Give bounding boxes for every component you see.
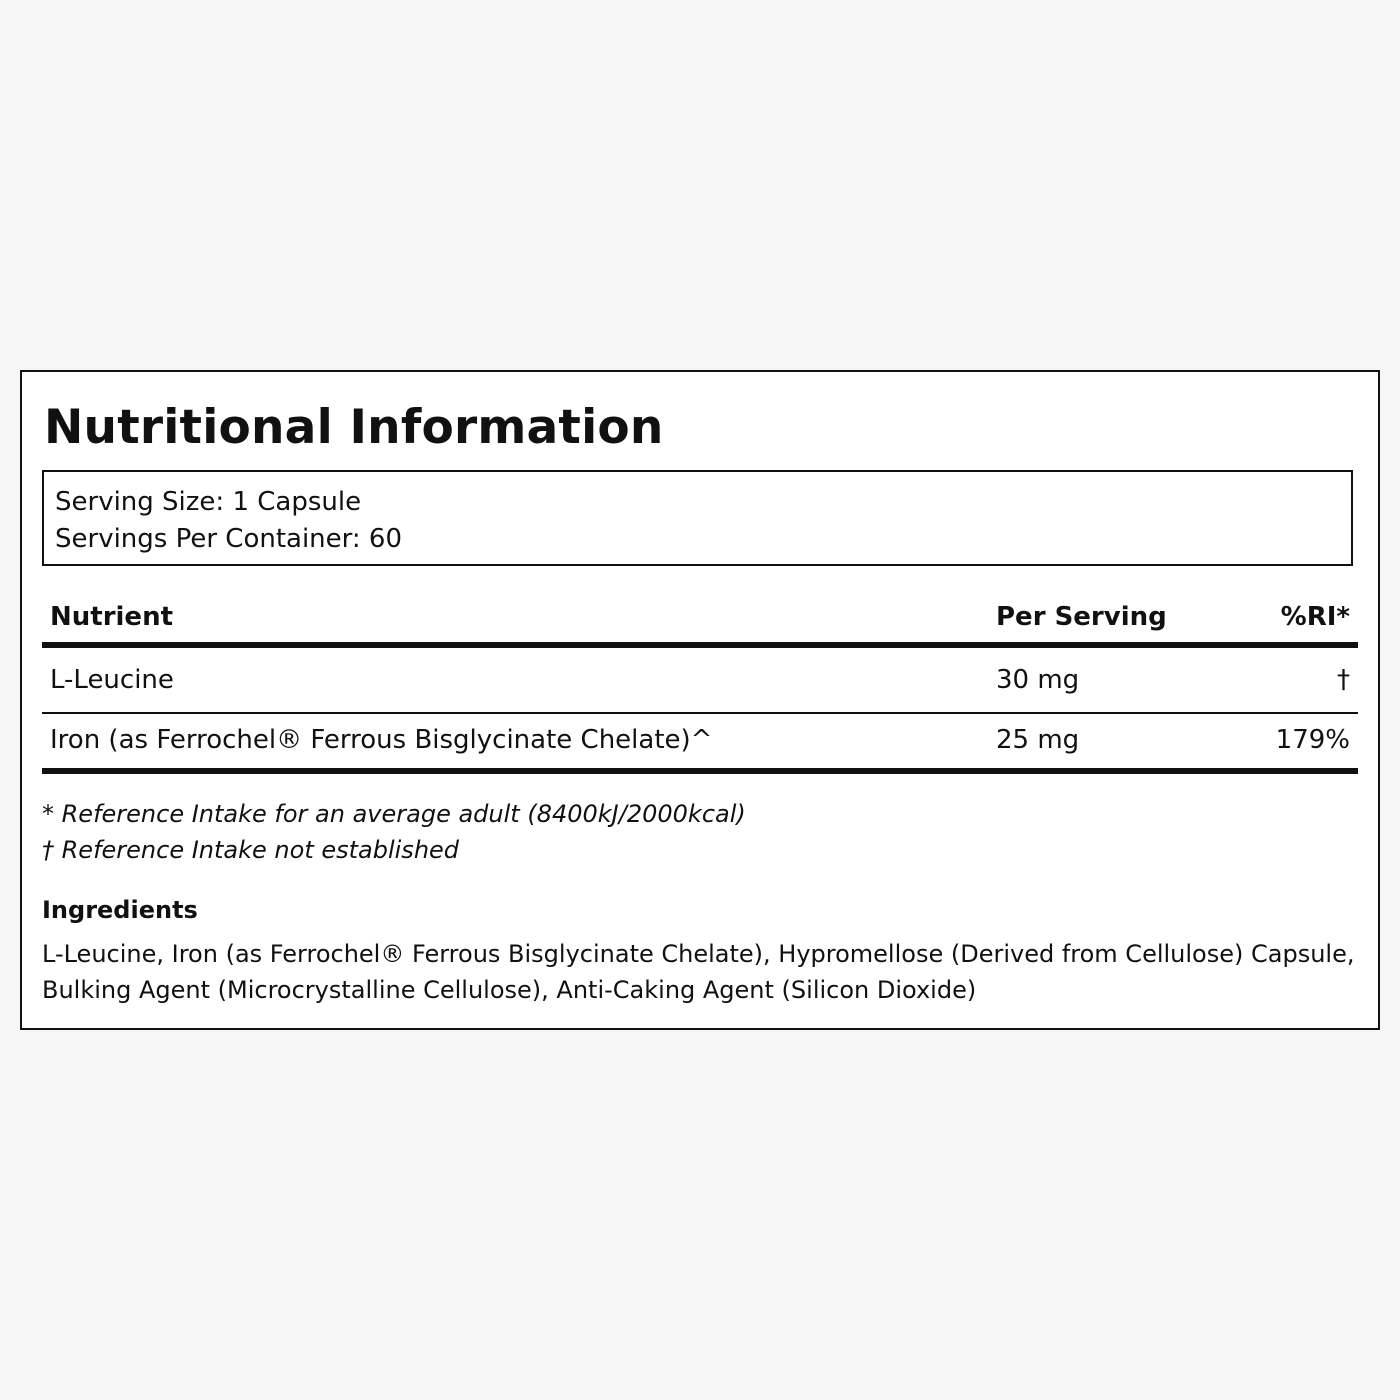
column-header-nutrient: Nutrient	[50, 602, 174, 632]
nutrient-ri: †	[1337, 665, 1350, 695]
nutrient-table	[42, 594, 1358, 774]
ingredients-heading: Ingredients	[42, 896, 198, 924]
footnote-reference-intake: * Reference Intake for an average adult (8400kJ/2000kcal)	[42, 800, 746, 828]
ingredients-text: L-Leucine, Iron (as Ferrochel® Ferrous Bisglycinate Chelate), Hypromellose (Derived from Cellulose) Capsule, Bulking Agent (Microcrystalline Cellulose), Anti-Caking Agent (Silicon Dioxide)	[42, 940, 1355, 1004]
panel-title: Nutritional Information	[44, 400, 664, 455]
nutrient-name: L-Leucine	[50, 665, 174, 695]
column-header-per-serving: Per Serving	[996, 602, 1167, 632]
column-header-ri: %RI*	[1280, 602, 1350, 632]
nutrient-ri: 179%	[1275, 725, 1350, 755]
footnotes	[42, 796, 1358, 868]
nutrient-name: Iron (as Ferrochel® Ferrous Bisglycinate Chelate)^	[50, 725, 713, 755]
footnote-not-established: † Reference Intake not established	[42, 836, 460, 864]
nutrient-per-serving: 30 mg	[996, 665, 1080, 695]
nutrition-panel	[20, 370, 1380, 1030]
table-row	[42, 714, 1358, 774]
serving-size: Serving Size: 1 Capsule	[55, 487, 362, 517]
serving-info-box	[42, 470, 1353, 566]
nutrient-per-serving: 25 mg	[996, 725, 1080, 755]
servings-per-container: Servings Per Container: 60	[55, 524, 403, 554]
table-header-row	[42, 594, 1358, 648]
table-row	[42, 648, 1358, 714]
